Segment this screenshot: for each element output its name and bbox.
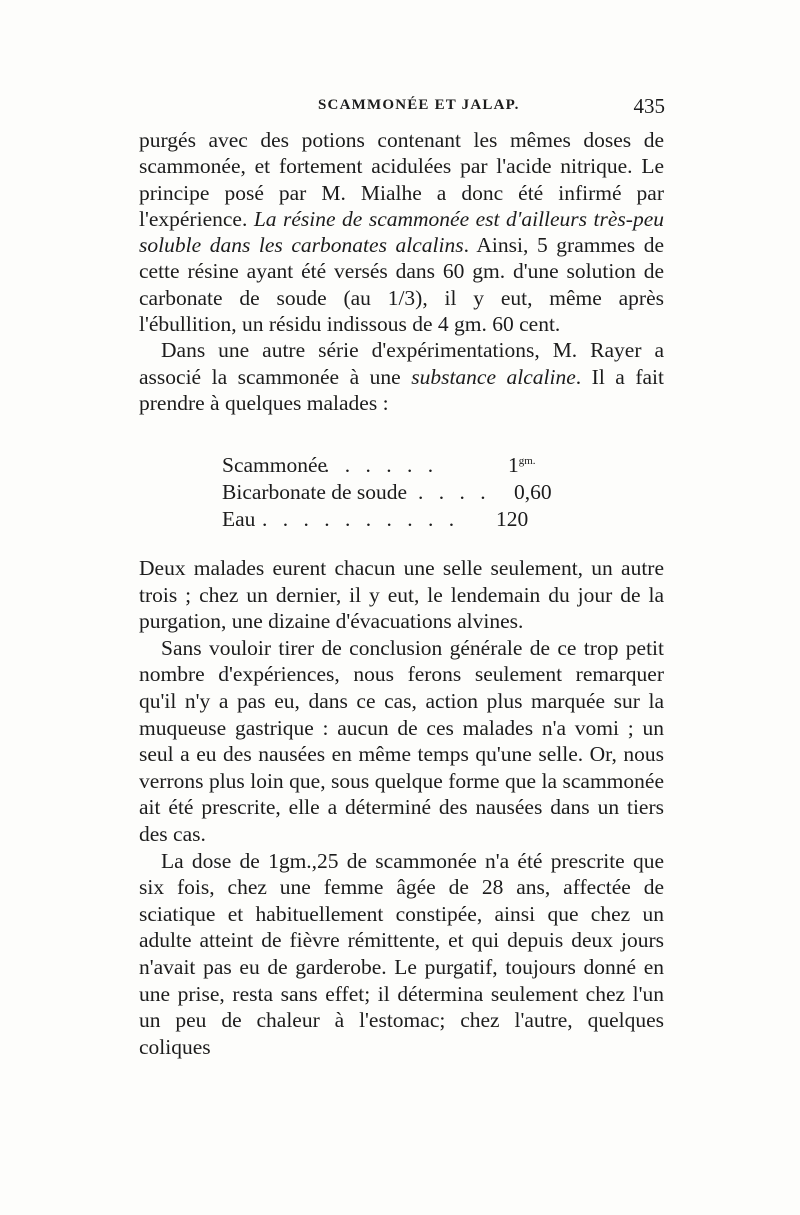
body-text-bottom	[139, 555, 664, 1060]
running-title: SCAMMONÉE ET JALAP.	[318, 97, 520, 113]
ingredient-name: Bicarbonate de soude	[222, 480, 408, 504]
leader-dots: . . . .	[418, 480, 491, 504]
text-run: . Ainsi, 5 grammes de cette résine ayant été versés dans 60 gm. d'une solution de carbonate de soude (au 1/3), il y eut, même après l'ébullition, un résidu indissous de 4 gm. 60 cent.	[139, 233, 664, 337]
italic-text-run: La résine de scammonée est d'ailleurs très-peu soluble dans les carbonates alcalins	[139, 206, 664, 258]
ingredient-name: Eau	[222, 507, 256, 531]
running-header	[140, 94, 665, 119]
paragraph	[139, 337, 664, 416]
paragraph	[139, 127, 664, 337]
ingredient-quantity: $1^{gm.}$	[508, 453, 536, 477]
ingredient-quantity: 120	[496, 507, 529, 531]
prescription-list	[222, 452, 582, 533]
paragraph: La dose de 1gm.,25 de scammonée n'a été prescrite que six fois, chez une femme âgée de 28 ans, affectée de sciatique et habituellement constipée, ainsi que chez un adulte atteint de fièvre rémittente, et qui depuis deux jours n'avait pas eu de garderobe. Le purgatif, toujours donné en une prise, resta sans effet; il détermina seulement chez l'un un peu de chaleur à l'estomac; chez l'autre, quelques coliques	[139, 848, 664, 1059]
unit-superscript: gm.	[518, 454, 536, 467]
prescription-row	[222, 479, 582, 506]
italic-text-run: substance alcaline	[411, 364, 576, 389]
ingredient-name: Scammonée	[222, 453, 328, 477]
text-run: purgés avec des potions contenant les mêmes doses de scammonée, et fortement acidulées par l'acide nitrique. Le principe posé par M. Mialhe a donc été infirmé par l'expérience.	[139, 128, 664, 231]
leader-dots: . . . . . .	[324, 453, 439, 477]
prescription-row	[222, 452, 582, 479]
leader-dots: . . . . . . . . . .	[262, 507, 460, 531]
paragraph: Deux malades eurent chacun une selle seulement, un autre trois ; chez un dernier, il y eut, le lendemain du jour de la purgation, une dizaine d'évacuations alvines.	[139, 556, 664, 634]
prescription-row	[222, 506, 582, 533]
ingredient-quantity: 0,60	[514, 480, 552, 504]
text-run: . Il a fait prendre à quelques malades :	[139, 364, 665, 415]
page-number: 435	[633, 94, 665, 118]
body-text-top	[139, 127, 664, 416]
paragraph: Sans vouloir tirer de conclusion générale de ce trop petit nombre d'expériences, nous ferons seulement remarquer qu'il n'y a pas eu, dans ce cas, action plus marquée sur la muqueuse gastrique : aucun de ces malades n'a vomi ; un seul a eu des nausées en même temps qu'une selle. Or, nous verrons plus loin que, sous quelque forme que la scammonée ait été prescrite, elle a déterminé des nausées dans un tiers des cas.	[139, 635, 664, 846]
text-run: Dans une autre série d'expérimentations, M. Rayer a associé la scammonée à une	[139, 338, 664, 389]
